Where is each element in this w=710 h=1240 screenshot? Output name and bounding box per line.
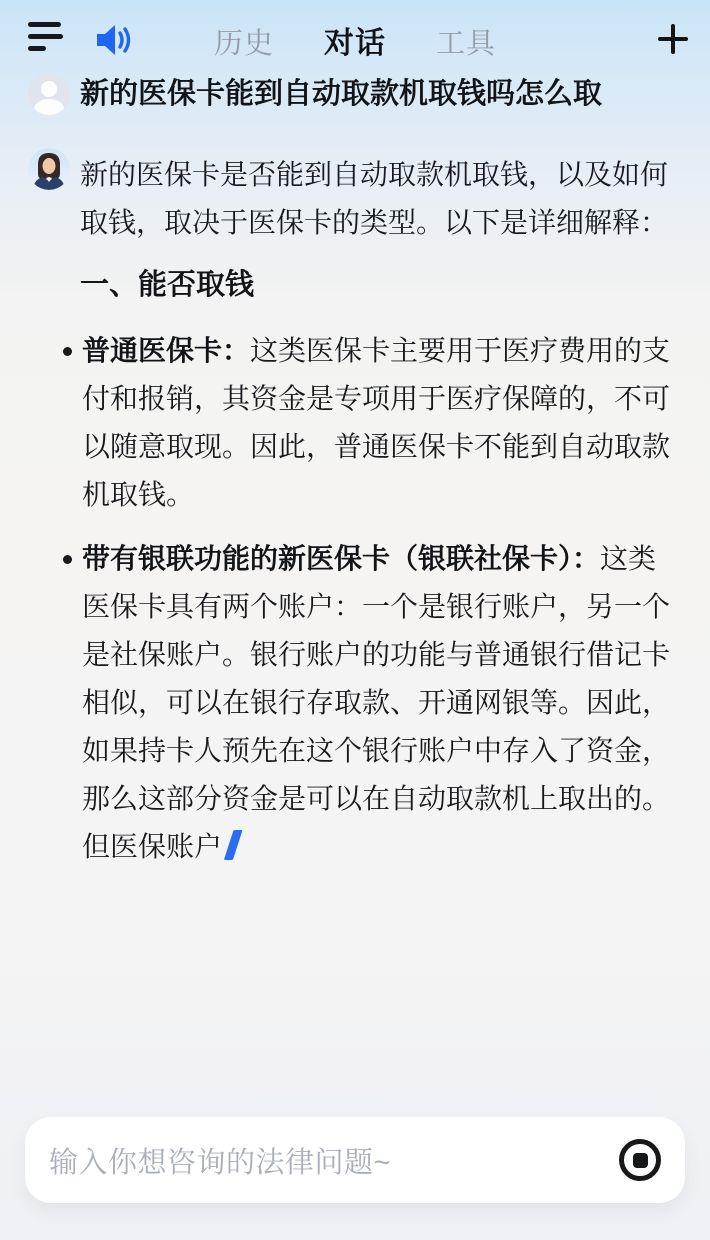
composer-bar[interactable] [25, 1117, 685, 1203]
list-item [80, 535, 672, 871]
assistant-avatar [28, 148, 70, 190]
user-question-text: 新的医保卡能到自动取款机取钱吗怎么取 [80, 78, 603, 110]
user-silhouette-head [41, 81, 57, 97]
typing-cursor-icon [224, 830, 243, 860]
tab-history[interactable]: 历史 [213, 28, 274, 60]
user-silhouette-body [34, 99, 64, 115]
stop-generating-button[interactable] [619, 1139, 661, 1181]
user-avatar [28, 73, 70, 115]
assistant-message-row [0, 148, 710, 887]
stop-icon [633, 1153, 648, 1168]
plus-icon[interactable] [658, 24, 688, 54]
list-item [80, 327, 672, 519]
tab-row [0, 18, 710, 62]
tab-tools[interactable]: 工具 [436, 28, 497, 60]
section-heading: 一、能否取钱 [80, 269, 255, 301]
bullet-term: 普通医保卡： [82, 335, 251, 366]
assistant-message-content [80, 151, 672, 887]
message-input[interactable]: 输入你想咨询的法律问题~ [49, 1146, 391, 1179]
bullet-desc: 这类医保卡具有两个账户：一个是银行账户，另一个是社保账户。银行账户的功能与普通银行借记卡相似，可以在银行存取款、开通网银等。因此，如果持卡人预先在这个银行账户中存入了资金，那么这部分资金是可以在自动取款机上取出的。但医保账户 [82, 543, 671, 862]
tab-dialogue[interactable]: 对话 [324, 27, 386, 60]
user-message-row [0, 73, 710, 118]
assistant-intro: 新的医保卡是否能到自动取款机取钱，以及如何取钱，取决于医保卡的类型。以下是详细解释： [80, 159, 669, 238]
top-bar [0, 0, 710, 72]
bullet-list [80, 327, 672, 871]
bullet-desc: 这类医保卡主要用于医疗费用的支付和报销，其资金是专项用于医疗保障的，不可以随意取现。因此，普通医保卡不能到自动取款机取钱。 [82, 335, 671, 510]
bullet-term: 带有银联功能的新医保卡（银联社保卡）： [82, 543, 601, 574]
